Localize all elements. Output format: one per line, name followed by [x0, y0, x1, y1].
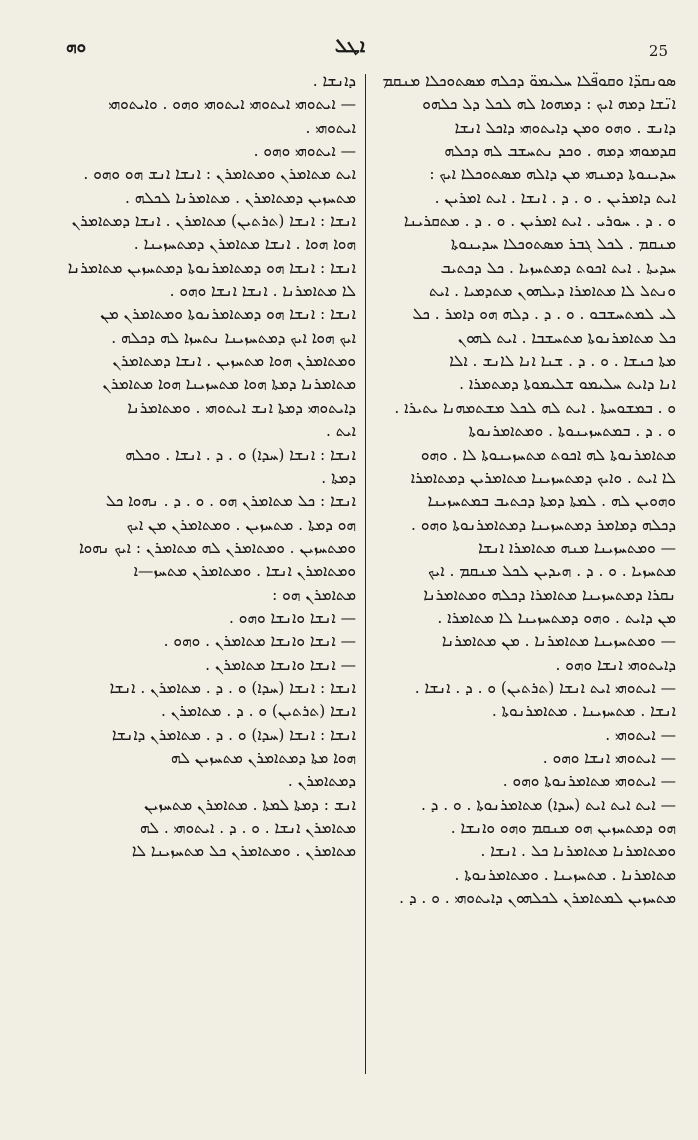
- text-line: — ܐܝܬܘܗܝ ܐܝܬܘܗܝ ܐܝܬܘܗܝ ܘܗܘ . ܘܐܝܬܘܗܝ: [108, 95, 356, 114]
- text-line: ܐܢܫܐ : ܐܢܫܐ ܗܘ ܕܡܬܐܡܪܢܘܬܐ ܕܡܬܚܙܝܢ ܡܬܐܡܪܢܐ: [67, 258, 356, 277]
- text-line: — ܐܝܬܘܗܝ ܐܢܫܐ ܘܗܘ .: [542, 748, 676, 767]
- text-line: — ܐܝܬܘܗܝ .: [605, 725, 676, 744]
- text-line: ܐܢܫ : ܕܡܬܐ ܠܡܬܐ . ܡܬܐܡܪܢ ܡܬܚܙܝܢ: [144, 795, 356, 814]
- text-line: ܡܬܐܡܪܢܘܬܐ ܠܗ ܐܟܘܬ ܡܬܚܙܝܢܘܬܐ ܠܐ . ܘܗܘ: [420, 445, 676, 464]
- text-line: ܕܐܢܫ . ܘܗܘ ܘܡܢ ܕܐܝܬܘܗܝ ܕܐܟܠ ܐܢܫܐ: [454, 118, 676, 137]
- text-line: ܘܗܘܝܢ ܠܗ . ܠܡܬܐ ܕܡܬܐ ܕܟܬܝܒ ܒܡܬܚܙܝܢܐ: [427, 492, 676, 511]
- text-line: ܠܐ ܐܝܬ . ܘܐܝܟ ܕܡܬܚܙܝܢܐ ܡܬܐܡܪܝܢ ܕܡܬܐܡܪܐ: [410, 468, 676, 487]
- text-line: ܗܘܐ ܡܬܐ ܕܡܬܐܡܪܢ ܡܬܚܙܝܢ ܠܗ: [170, 748, 356, 767]
- text-line: ܗܘ ܕܡܬܚܙܝܢ ܗܘ ܡܢܩܡ ܘܗܘ ܘܐܢܫܐ .: [450, 819, 676, 837]
- text-line: ܕܐܝܬܘܗܝ ܕܡܬܐ ܐܢܫ ܐܝܬܘܗܝ . ܘܡܬܐܡܪܢܐ: [127, 398, 356, 417]
- left-text-column: [62, 70, 356, 864]
- text-line: ܕܐܢܫܐ .: [312, 72, 356, 90]
- text-line: ܐܢܫܐ (ܬܪܬܝܢ) ܘ . ܕ . ܡܬܐܡܪܢ .: [160, 702, 356, 721]
- text-line: ܐܢܫܐ : ܐܢܫܐ (ܚܕܐ) ܘ . ܕ . ܡܬܐܡܪܢ . ܐܢܫܐ: [109, 678, 356, 697]
- page-number: 25: [648, 42, 668, 60]
- running-head-center: ܐܛܠ: [334, 35, 366, 57]
- text-line: ܡܬܐܡܪܢ ܗܘ :: [272, 585, 356, 604]
- text-line: — ܐܢܫܐ ܘܐܢܫܐ ܘܗܘ .: [229, 608, 356, 627]
- text-line: ܐܢܐ ܕܐܝܬ ܚܠܝܡܘ ܫܠܝܡܘܬܐ ܕܡܬܡܪܐ .: [459, 375, 676, 394]
- text-line: ܗܘ ܕܡܬܐ . ܡܬܚܙܝܢ . ܘܡܬܐܡܪܢ ܡܢ ܐܝܟ: [126, 515, 356, 534]
- text-line: ܘܡܬܐܡܪܢܐ ܡܬܐܡܪܢܐ ܟܠ . ܐܢܫܐ .: [480, 842, 676, 861]
- text-line: ܕܟܠܗ ܕܡܐܡܪ ܕܡܬܚܙܝܢܐ ܕܡܬܐܡܪܢܘܬܐ ܘܗܘ .: [411, 515, 676, 534]
- text-line: ܠܐ ܡܬܐܡܪܢܐ . ܐܢܫܐ ܐܢܫܐ ܘܗܘ .: [169, 282, 356, 301]
- text-line: ܩܕܡܘܗܝ ܕܡܗ . ܘܟܕ ܢܬܚܫܒ ܠܗ ܕܟܠܗ: [444, 142, 676, 161]
- text-line: ܡܬܐܡܪܢܐ . ܡܬܚܙܝܢܐ . ܘܡܬܐܡܪܢܘܬܐ .: [454, 865, 676, 884]
- page-header: [0, 0, 698, 70]
- text-line: ܡܬܐܡܪܢ ܐܢܫܐ . ܘ . ܕ . ܐܝܬܘܗܝ . ܠܗ: [139, 819, 356, 837]
- text-line: ܐܢܫܐ : ܐܢܫܐ (ܬܪܬܝܢ) ܡܬܐܡܪܢ . ܐܢܫܐ ܕܡܬܐܡܪܢ: [71, 212, 356, 231]
- text-line: ܐܢ̈ܫܐ ܕܡܗ ܐܝܟ : ܕܡܗܘܐ ܠܗ ܠܟܠ ܕܠ ܟܠܗܘ: [422, 95, 676, 114]
- text-line: ܢܩܪܐ ܕܡܬܚܙܝܢܐ ܡܬܐܡܪܐ ܕܟܠܗ ܘܡܬܐܡܪܢܐ: [423, 585, 676, 604]
- text-line: ܘܡܬܐܡܪܢ ܐܢܫܐ . ܘܡܬܐܡܪܢ ܡܬܚܙ—ܐ: [133, 562, 356, 581]
- text-line: ܘܢܬܠ ܠܐ ܡܬܐܡܪܐ ܕܝܠܗܘܢ ܡܬܕܡܝܐ . ܐܝܬ: [428, 282, 676, 301]
- text-line: ܣܘܢܩܕ̈ܐ ܘܩܘܦ̈ܠܐ ܚܠܝܡܘ̈ ܕܟܠܗ ܡܣܬܘܟܠܐ ܡܢܩܡ: [382, 72, 676, 90]
- right-text-column: [376, 70, 676, 910]
- text-line: ܐܝܟ ܗܘܐ ܐܝܟ ܕܡܬܚܙܝܢܐ ܢܬܚܙܐ ܠܗ ܕܟܠܗ .: [111, 328, 356, 347]
- text-line: — ܐܝܬܘܗܝ ܡܬܐܡܪܢܘܬܐ ܘܗܘ .: [502, 772, 676, 791]
- text-line: ܕܡܬܐ .: [321, 468, 356, 487]
- text-line: ܘ . ܕ . ܚܘܪܝ . ܐܝܬ ܐܡܪܝܢ . ܘ . ܕ . ܡܬܩܪܝܢܐ: [403, 212, 676, 231]
- text-line: ܟܠ ܡܬܐܡܪܢܘܬܐ ܡܬܚܫܒܐ . ܐܝܬ ܠܗܘܢ: [457, 328, 676, 347]
- text-line: — ܐܢܫܐ ܘܐܢܫܐ ܡܬܐܡܪܢ . ܘܗܘ .: [163, 632, 356, 651]
- text-line: ܘ . ܒܡܫܘܚܬܐ . ܐܝܬ ܠܗ ܠܟܠ ܡܫܬܡܗܢܐ ܝܬܝܪܐ .: [394, 398, 676, 417]
- text-line: — ܐܢܫܐ ܘܐܢܫܐ ܡܬܐܡܪܢ .: [205, 655, 356, 674]
- text-line: ܡܬܐܡܪܢ . ܘܡܬܐܡܪܢ ܟܠ ܡܬܚܙܝܢܐ ܠܐ: [131, 842, 356, 861]
- text-line: ܐܝܬܘܗܝ .: [305, 118, 356, 137]
- text-line: ܡܢܩܡ . ܠܟܠ ܓܒܪ ܡܣܬܘܟܠܐ ܚܕܝܢܘܬܐ: [450, 235, 676, 254]
- text-line: ܕܡܬܐܡܪܢ .: [287, 772, 356, 791]
- text-line: — ܘܡܬܚܙܝܢܐ ܡܢܗ ܡܬܐܡܪܐ ܐܢܫܐ: [478, 538, 676, 557]
- running-head-left: ܘܗ: [66, 37, 87, 57]
- text-line: ܐܝܬ ܕܐܡܪܝܢ . ܘ . ܕ . ܐܢܫܐ . ܐܝܬ ܐܡܪܝܢ .: [434, 188, 676, 207]
- text-line: ܡܢ ܕܐܝܬ . ܘܗܘ ܕܡܬܚܙܝܢܐ ܠܐ ܡܬܐܡܪܐ .: [437, 608, 676, 627]
- text-line: ܐܝܬ .: [325, 422, 356, 441]
- text-line: ܚܕܝܢܘܬܐ ܕܡܢܗܝ ܡܢ ܕܐܠܗ ܡܣܬܘܟܠܐ ܐܝܟ :: [429, 165, 676, 184]
- text-line: ܠܝ ܠܡܬܚܫܒܘ . ܘ . ܕ . ܕܠܗ ܗܘ ܕܐܡܪ . ܟܠ: [412, 305, 676, 324]
- text-line: ܡܬܚܙܝܢ ܠܡܬܐܡܪܢ ܠܟܠܗܘܢ ܕܐܝܬܘܗܝ . ܘ . ܕ .: [399, 889, 676, 908]
- text-line: ܐܝܬ ܡܬܐܡܪܢ ܘܡܬܐܡܪܢ : ܐܢܫܐ ܐܢܫ ܗܘ ܘܗܘ .: [83, 165, 356, 184]
- text-line: — ܐܝܬ ܐܝܬ ܐܝܬ (ܚܕܐ) ܡܬܐܡܪܢܘܬܐ . ܘ . ܕ .: [420, 795, 676, 814]
- text-line: ܡܬܐܡܪܢܐ ܕܡܬܐ ܗܘܐ ܡܬܚܙܝܢܐ ܗܘܐ ܡܬܐܡܪܢ: [102, 375, 356, 394]
- text-line: ܐܢܫܐ : ܟܠ ܡܬܐܡܪܢ ܗܘ . ܘ . ܕ . ܢܗܘܐ ܟܠ: [105, 492, 356, 511]
- text-line: ܗܘܐ ܗܘܐ . ܐܢܫܐ ܡܬܐܡܪܢ ܕܡܬܚܙܝܢܐ .: [133, 235, 356, 254]
- text-line: ܐܢܫܐ : ܐܢܫܐ (ܚܕܐ) ܘ . ܕ . ܡܬܐܡܪܢ ܕܐܢܫܐ: [111, 725, 356, 744]
- text-line: ܐܢܫܐ . ܡܬܚܙܝܢܐ . ܡܬܐܡܪܢܘܬܐ .: [491, 702, 676, 721]
- text-line: ܕܐܝܬܘܗܝ ܐܢܫܐ ܘܗܘ .: [555, 655, 676, 674]
- text-line: ܡܬܚܙܝܢ ܕܡܬܐܡܪܢ . ܡܬܐܡܪܢܐ ܠܟܠܗ .: [124, 188, 356, 207]
- text-line: — ܐܝܬܘܗܝ ܘܗܘ .: [253, 142, 356, 161]
- text-line: — ܘܡܬܚܙܝܢܐ ܡܬܐܡܪܢܐ . ܡܢ ܡܬܐܡܪܢܐ: [441, 632, 676, 651]
- text-line: ܐܢܫܐ : ܐܢܫܐ ܗܘ ܕܡܬܐܡܪܢܘܬܐ ܘܡܬܐܡܪܢ ܡܢ: [100, 305, 356, 324]
- text-line: ܡܬܚܙܝܐ . ܘ . ܕ . ܗܝܕܝܢ ܠܟܠ ܡܢܩܡ . ܐܝܟ: [428, 562, 676, 581]
- text-line: ܐܢܫܐ : ܐܢܫܐ (ܚܕܐ) ܘ . ܕ . ܐܢܫܐ . ܘܟܠܗ: [125, 445, 356, 464]
- text-line: ܘܡܬܐܡܪܢ ܗܘܐ ܡܬܚܙܝܢ . ܐܢܫܐ ܕܡܬܐܡܪܢ: [112, 352, 356, 371]
- column-divider: [365, 74, 366, 1074]
- text-line: ܘܡܬܚܙܝܢ . ܘܡܬܐܡܪܢ ܠܗ ܡܬܐܡܪܢ : ܐܝܟ ܢܗܘܐ: [78, 538, 356, 557]
- text-line: — ܐܝܬܘܗܝ ܐܝܬ ܐܢܫܐ (ܬܪܬܝܢ) ܘ . ܕ . ܐܢܫܐ .: [414, 678, 676, 697]
- text-line: ܡܬܐ ܟܢܫܐ . ܘ . ܕ . ܫܢܐ ܐܢܐ ܠܐܢܫ . ܐܠܐ: [449, 352, 676, 371]
- text-line: ܘ . ܕ . ܒܡܬܚܙܝܢܘܬܐ . ܘܡܬܐܡܪܢܘܬܐ: [468, 422, 676, 441]
- text-line: ܚܕܝܬܐ . ܐܝܬ ܐܟܘܬ ܕܡܬܚܙܝܐ . ܟܠ ܕܟܬܝܒ: [440, 258, 676, 277]
